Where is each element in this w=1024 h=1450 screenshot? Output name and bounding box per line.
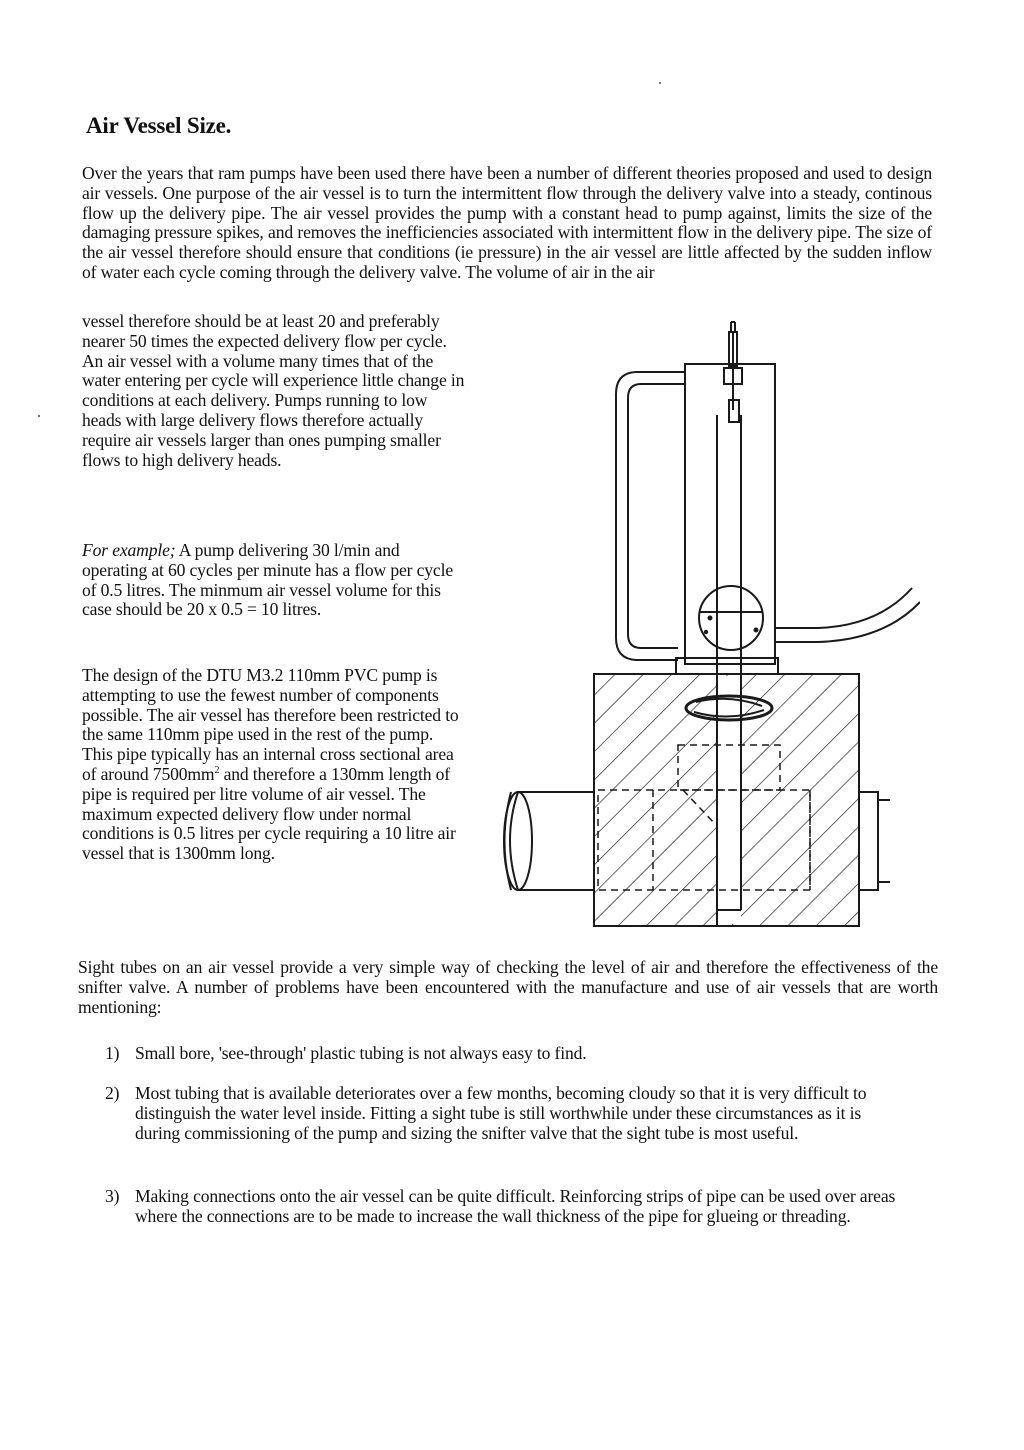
- list-number: 3): [105, 1186, 120, 1206]
- example-lead: For example;: [82, 540, 176, 560]
- air-vessel-diagram: [488, 320, 920, 932]
- sight-tubes-paragraph: Sight tubes on an air vessel provide a very simple way of checking the level of air and therefore the effectiveness of the snifter valve. A number of problems have been encountered with the manufacture and use of air vessels that are worth mentioning:: [78, 957, 938, 1017]
- design-paragraph: [82, 666, 467, 864]
- list-number: 2): [105, 1083, 120, 1103]
- air-volume-paragraph: vessel therefore should be at least 20 and preferably nearer 50 times the expected delivery flow per cycle. An air vessel with a volume many times that of the water entering per cycle will experience little change in conditions at each delivery. Pumps running to low heads with large delivery flows therefore actually require air vessels larger than ones pumping smaller flows to high delivery heads.: [82, 311, 465, 470]
- list-item: [78, 1187, 898, 1227]
- example-body: A pump delivering 30 l/min and operating at 60 cycles per minute has a flow per cycle of 0.5 litres. The minmum air vessel volume for this case should be 20 x 0.5 = 10 litres.: [82, 540, 453, 620]
- list-text: Most tubing that is available deteriorates over a few months, becoming cloudy so that it is very difficult to distinguish the water level inside. Fitting a sight tube is still worthwhile under these circumstances as it is during commissioning of the pump and sizing the snifter valve that the sight tube is most useful.: [135, 1083, 867, 1143]
- list-text: Small bore, 'see-through' plastic tubing is not always easy to find.: [135, 1043, 587, 1063]
- section-title: Air Vessel Size.: [86, 113, 232, 138]
- scan-speck: [38, 415, 40, 417]
- design-text-start: The design of the DTU M3.2 110mm PVC pump is attempting to use the fewest number of components possible. The air vessel has therefore been restricted to the same 110mm pipe used in the rest of the pump. This pipe typically has an internal cross sectional area of around 7500mm: [82, 665, 459, 784]
- superscript-2: 2: [214, 765, 220, 777]
- scan-speck: [659, 82, 661, 84]
- list-item: [78, 1044, 898, 1064]
- design-text-end: and therefore a 130mm length of pipe is required per litre volume of air vessel. The maximum expected delivery flow under normal conditions is 0.5 litres per cycle requiring a 10 litre air vessel that is 1300mm long.: [82, 763, 456, 864]
- list-number: 1): [105, 1043, 120, 1063]
- intro-paragraph: Over the years that ram pumps have been used there have been a number of different theories proposed and used to design air vessels. One purpose of the air vessel is to turn the intermittent flow through the delivery valve into a steady, continous flow up the delivery pipe. The air vessel provides the pump with a constant head to pump against, limits the size of the damaging pressure spikes, and removes the inefficiencies associated with intermittent flow in the delivery pipe. The size of the air vessel therefore should ensure that conditions (ie pressure) in the air vessel are little affected by the sudden inflow of water each cycle coming through the delivery valve. The volume of air in the air: [82, 163, 932, 282]
- list-text: Making connections onto the air vessel can be quite difficult. Reinforcing strips of pipe can be used over areas where the connections are to be made to increase the wall thickness of the pipe for glueing or threading.: [135, 1186, 896, 1226]
- list-item: [78, 1084, 898, 1143]
- example-paragraph: [82, 541, 467, 620]
